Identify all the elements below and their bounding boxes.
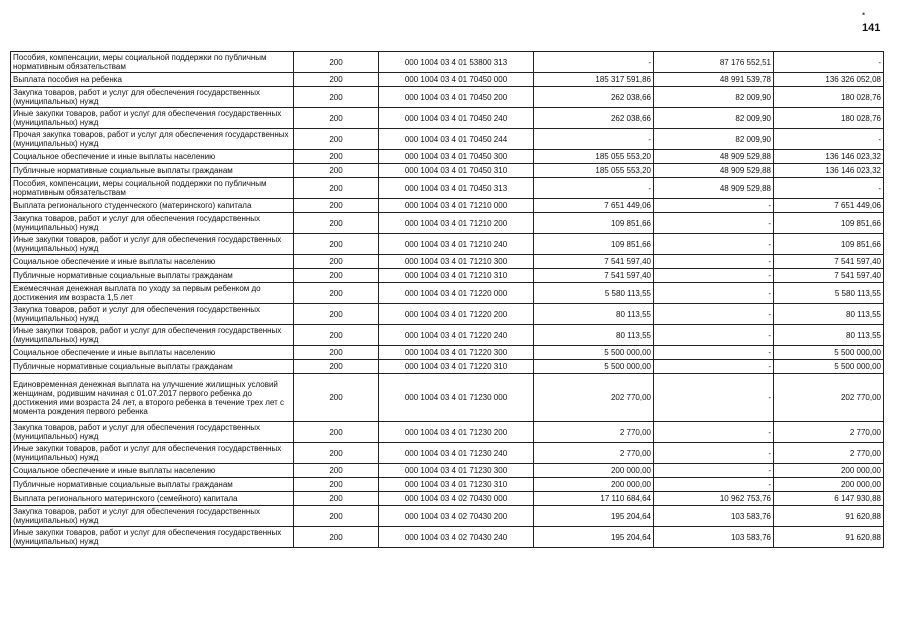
row-unexecuted-amount: 5 500 000,00 bbox=[774, 360, 884, 374]
row-name: Пособия, компенсации, меры социальной поддержки по публичным нормативным обязательствам bbox=[11, 178, 294, 199]
row-executed-amount: - bbox=[654, 464, 774, 478]
row-unexecuted-amount: 136 326 052,08 bbox=[774, 73, 884, 87]
row-kbk: 000 1004 03 4 01 71230 000 bbox=[379, 374, 534, 422]
table-body bbox=[11, 52, 884, 548]
row-name: Единовременная денежная выплата на улучшение жилищных условий женщинам, родившим начиная с 01.07.2017 первого ребенка до достижения ими возраста 24 лет, а второго ребенка в течение трех лет с момента рождения первого ребенка bbox=[11, 374, 294, 422]
row-unexecuted-amount: 5 500 000,00 bbox=[774, 346, 884, 360]
row-name: Выплата регионального студенческого (материнского) капитала bbox=[11, 199, 294, 213]
row-executed-amount: - bbox=[654, 269, 774, 283]
row-approved-amount: - bbox=[534, 52, 654, 73]
row-executed-amount: 48 909 529,88 bbox=[654, 164, 774, 178]
row-code: 200 bbox=[294, 269, 379, 283]
table-row bbox=[11, 360, 884, 374]
row-approved-amount: 262 038,66 bbox=[534, 87, 654, 108]
row-kbk: 000 1004 03 4 01 71210 300 bbox=[379, 255, 534, 269]
row-kbk: 000 1004 03 4 02 70430 000 bbox=[379, 492, 534, 506]
row-executed-amount: 48 909 529,88 bbox=[654, 150, 774, 164]
table-row bbox=[11, 199, 884, 213]
table-row bbox=[11, 213, 884, 234]
row-approved-amount: 17 110 684,64 bbox=[534, 492, 654, 506]
row-executed-amount: 103 583,76 bbox=[654, 527, 774, 548]
row-unexecuted-amount: 7 541 597,40 bbox=[774, 269, 884, 283]
row-approved-amount: 7 651 449,06 bbox=[534, 199, 654, 213]
row-name: Иные закупки товаров, работ и услуг для обеспечения государственных (муниципальных) нужд bbox=[11, 527, 294, 548]
row-code: 200 bbox=[294, 164, 379, 178]
row-approved-amount: - bbox=[534, 129, 654, 150]
row-kbk: 000 1004 03 4 01 71220 240 bbox=[379, 325, 534, 346]
row-name: Социальное обеспечение и иные выплаты населению bbox=[11, 464, 294, 478]
row-name: Иные закупки товаров, работ и услуг для обеспечения государственных (муниципальных) нужд bbox=[11, 443, 294, 464]
row-approved-amount: - bbox=[534, 178, 654, 199]
row-kbk: 000 1004 03 4 01 70450 313 bbox=[379, 178, 534, 199]
row-executed-amount: - bbox=[654, 213, 774, 234]
row-unexecuted-amount: 2 770,00 bbox=[774, 443, 884, 464]
row-unexecuted-amount: 136 146 023,32 bbox=[774, 164, 884, 178]
row-unexecuted-amount: 7 541 597,40 bbox=[774, 255, 884, 269]
row-executed-amount: 48 909 529,88 bbox=[654, 178, 774, 199]
table-row bbox=[11, 234, 884, 255]
row-code: 200 bbox=[294, 73, 379, 87]
row-approved-amount: 5 580 113,55 bbox=[534, 283, 654, 304]
row-unexecuted-amount: 91 620,88 bbox=[774, 527, 884, 548]
row-executed-amount: - bbox=[654, 283, 774, 304]
row-code: 200 bbox=[294, 464, 379, 478]
row-executed-amount: 48 991 539,78 bbox=[654, 73, 774, 87]
row-executed-amount: - bbox=[654, 304, 774, 325]
budget-execution-table bbox=[10, 51, 884, 548]
row-executed-amount: - bbox=[654, 255, 774, 269]
row-executed-amount: 103 583,76 bbox=[654, 506, 774, 527]
row-unexecuted-amount: 200 000,00 bbox=[774, 464, 884, 478]
row-kbk: 000 1004 03 4 01 70450 310 bbox=[379, 164, 534, 178]
table-row bbox=[11, 164, 884, 178]
row-kbk: 000 1004 03 4 01 70450 200 bbox=[379, 87, 534, 108]
row-approved-amount: 80 113,55 bbox=[534, 325, 654, 346]
row-unexecuted-amount: 136 146 023,32 bbox=[774, 150, 884, 164]
row-name: Иные закупки товаров, работ и услуг для обеспечения государственных (муниципальных) нужд bbox=[11, 325, 294, 346]
table-row bbox=[11, 73, 884, 87]
row-unexecuted-amount: 80 113,55 bbox=[774, 304, 884, 325]
row-name: Выплата регионального материнского (семейного) капитала bbox=[11, 492, 294, 506]
row-executed-amount: - bbox=[654, 234, 774, 255]
row-kbk: 000 1004 03 4 01 71220 300 bbox=[379, 346, 534, 360]
row-approved-amount: 5 500 000,00 bbox=[534, 360, 654, 374]
row-kbk: 000 1004 03 4 02 70430 240 bbox=[379, 527, 534, 548]
row-approved-amount: 200 000,00 bbox=[534, 464, 654, 478]
row-kbk: 000 1004 03 4 01 71220 200 bbox=[379, 304, 534, 325]
row-code: 200 bbox=[294, 478, 379, 492]
row-kbk: 000 1004 03 4 01 71230 200 bbox=[379, 422, 534, 443]
row-code: 200 bbox=[294, 360, 379, 374]
row-unexecuted-amount: 180 028,76 bbox=[774, 87, 884, 108]
row-executed-amount: 82 009,90 bbox=[654, 129, 774, 150]
table-row bbox=[11, 527, 884, 548]
row-code: 200 bbox=[294, 506, 379, 527]
row-code: 200 bbox=[294, 108, 379, 129]
row-kbk: 000 1004 03 4 01 71220 310 bbox=[379, 360, 534, 374]
row-name: Социальное обеспечение и иные выплаты населению bbox=[11, 346, 294, 360]
row-executed-amount: - bbox=[654, 478, 774, 492]
row-approved-amount: 200 000,00 bbox=[534, 478, 654, 492]
row-name: Закупка товаров, работ и услуг для обеспечения государственных (муниципальных) нужд bbox=[11, 213, 294, 234]
row-executed-amount: 82 009,90 bbox=[654, 87, 774, 108]
table-row bbox=[11, 478, 884, 492]
row-code: 200 bbox=[294, 527, 379, 548]
table-row bbox=[11, 464, 884, 478]
row-executed-amount: - bbox=[654, 346, 774, 360]
row-executed-amount: 82 009,90 bbox=[654, 108, 774, 129]
row-name: Закупка товаров, работ и услуг для обеспечения государственных (муниципальных) нужд bbox=[11, 304, 294, 325]
table-row bbox=[11, 374, 884, 422]
row-unexecuted-amount: 202 770,00 bbox=[774, 374, 884, 422]
row-code: 200 bbox=[294, 150, 379, 164]
row-name: Закупка товаров, работ и услуг для обеспечения государственных (муниципальных) нужд bbox=[11, 422, 294, 443]
row-kbk: 000 1004 03 4 01 70450 300 bbox=[379, 150, 534, 164]
row-approved-amount: 185 055 553,20 bbox=[534, 164, 654, 178]
row-kbk: 000 1004 03 4 01 71210 200 bbox=[379, 213, 534, 234]
row-kbk: 000 1004 03 4 02 70430 200 bbox=[379, 506, 534, 527]
row-executed-amount: - bbox=[654, 374, 774, 422]
row-unexecuted-amount: 80 113,55 bbox=[774, 325, 884, 346]
scan-speck: • bbox=[862, 9, 866, 19]
row-executed-amount: 87 176 552,51 bbox=[654, 52, 774, 73]
row-unexecuted-amount: 2 770,00 bbox=[774, 422, 884, 443]
row-approved-amount: 195 204,64 bbox=[534, 506, 654, 527]
row-name: Публичные нормативные социальные выплаты гражданам bbox=[11, 360, 294, 374]
row-unexecuted-amount: - bbox=[774, 129, 884, 150]
table-row bbox=[11, 283, 884, 304]
row-kbk: 000 1004 03 4 01 71220 000 bbox=[379, 283, 534, 304]
table-row bbox=[11, 506, 884, 527]
row-name: Иные закупки товаров, работ и услуг для обеспечения государственных (муниципальных) нужд bbox=[11, 108, 294, 129]
row-unexecuted-amount: - bbox=[774, 178, 884, 199]
row-unexecuted-amount: - bbox=[774, 52, 884, 73]
row-name: Публичные нормативные социальные выплаты гражданам bbox=[11, 478, 294, 492]
row-unexecuted-amount: 109 851,66 bbox=[774, 234, 884, 255]
row-code: 200 bbox=[294, 422, 379, 443]
table-row bbox=[11, 129, 884, 150]
row-kbk: 000 1004 03 4 01 71210 240 bbox=[379, 234, 534, 255]
row-code: 200 bbox=[294, 213, 379, 234]
row-approved-amount: 7 541 597,40 bbox=[534, 269, 654, 283]
row-code: 200 bbox=[294, 199, 379, 213]
row-code: 200 bbox=[294, 129, 379, 150]
row-approved-amount: 80 113,55 bbox=[534, 304, 654, 325]
row-name: Прочая закупка товаров, работ и услуг для обеспечения государственных (муниципальных) нужд bbox=[11, 129, 294, 150]
row-kbk: 000 1004 03 4 01 70450 244 bbox=[379, 129, 534, 150]
row-code: 200 bbox=[294, 178, 379, 199]
row-approved-amount: 109 851,66 bbox=[534, 234, 654, 255]
table-row bbox=[11, 422, 884, 443]
table-row bbox=[11, 443, 884, 464]
row-approved-amount: 262 038,66 bbox=[534, 108, 654, 129]
table-row bbox=[11, 304, 884, 325]
row-unexecuted-amount: 6 147 930,88 bbox=[774, 492, 884, 506]
table-row bbox=[11, 108, 884, 129]
table-row bbox=[11, 492, 884, 506]
row-approved-amount: 202 770,00 bbox=[534, 374, 654, 422]
row-approved-amount: 2 770,00 bbox=[534, 422, 654, 443]
row-code: 200 bbox=[294, 304, 379, 325]
row-kbk: 000 1004 03 4 01 71230 300 bbox=[379, 464, 534, 478]
row-name: Выплата пособия на ребенка bbox=[11, 73, 294, 87]
row-approved-amount: 7 541 597,40 bbox=[534, 255, 654, 269]
row-code: 200 bbox=[294, 374, 379, 422]
table-row bbox=[11, 269, 884, 283]
row-code: 200 bbox=[294, 325, 379, 346]
row-code: 200 bbox=[294, 52, 379, 73]
row-approved-amount: 2 770,00 bbox=[534, 443, 654, 464]
row-unexecuted-amount: 7 651 449,06 bbox=[774, 199, 884, 213]
table-row bbox=[11, 255, 884, 269]
row-name: Ежемесячная денежная выплата по уходу за первым ребенком до достижения им возраста 1,5 лет bbox=[11, 283, 294, 304]
row-approved-amount: 185 317 591,86 bbox=[534, 73, 654, 87]
row-kbk: 000 1004 03 4 01 71230 240 bbox=[379, 443, 534, 464]
row-name: Закупка товаров, работ и услуг для обеспечения государственных (муниципальных) нужд bbox=[11, 506, 294, 527]
row-executed-amount: - bbox=[654, 199, 774, 213]
table-row bbox=[11, 178, 884, 199]
row-code: 200 bbox=[294, 443, 379, 464]
row-code: 200 bbox=[294, 234, 379, 255]
row-approved-amount: 195 204,64 bbox=[534, 527, 654, 548]
table-row bbox=[11, 52, 884, 73]
row-kbk: 000 1004 03 4 01 70450 240 bbox=[379, 108, 534, 129]
row-code: 200 bbox=[294, 346, 379, 360]
row-kbk: 000 1004 03 4 01 70450 000 bbox=[379, 73, 534, 87]
row-kbk: 000 1004 03 4 01 71210 000 bbox=[379, 199, 534, 213]
row-code: 200 bbox=[294, 492, 379, 506]
row-name: Социальное обеспечение и иные выплаты населению bbox=[11, 255, 294, 269]
row-executed-amount: - bbox=[654, 360, 774, 374]
row-executed-amount: 10 962 753,76 bbox=[654, 492, 774, 506]
row-name: Закупка товаров, работ и услуг для обеспечения государственных (муниципальных) нужд bbox=[11, 87, 294, 108]
row-kbk: 000 1004 03 4 01 71210 310 bbox=[379, 269, 534, 283]
row-unexecuted-amount: 180 028,76 bbox=[774, 108, 884, 129]
row-executed-amount: - bbox=[654, 443, 774, 464]
row-unexecuted-amount: 200 000,00 bbox=[774, 478, 884, 492]
row-name: Социальное обеспечение и иные выплаты населению bbox=[11, 150, 294, 164]
row-code: 200 bbox=[294, 255, 379, 269]
row-approved-amount: 185 055 553,20 bbox=[534, 150, 654, 164]
row-unexecuted-amount: 109 851,66 bbox=[774, 213, 884, 234]
row-unexecuted-amount: 91 620,88 bbox=[774, 506, 884, 527]
row-name: Публичные нормативные социальные выплаты гражданам bbox=[11, 269, 294, 283]
row-name: Иные закупки товаров, работ и услуг для обеспечения государственных (муниципальных) нужд bbox=[11, 234, 294, 255]
row-kbk: 000 1004 03 4 01 53800 313 bbox=[379, 52, 534, 73]
row-code: 200 bbox=[294, 87, 379, 108]
row-code: 200 bbox=[294, 283, 379, 304]
table-row bbox=[11, 346, 884, 360]
row-name: Пособия, компенсации, меры социальной поддержки по публичным нормативным обязательствам bbox=[11, 52, 294, 73]
row-approved-amount: 109 851,66 bbox=[534, 213, 654, 234]
row-name: Публичные нормативные социальные выплаты гражданам bbox=[11, 164, 294, 178]
row-unexecuted-amount: 5 580 113,55 bbox=[774, 283, 884, 304]
table-row bbox=[11, 325, 884, 346]
row-kbk: 000 1004 03 4 01 71230 310 bbox=[379, 478, 534, 492]
row-executed-amount: - bbox=[654, 422, 774, 443]
page-number: 141 bbox=[862, 22, 881, 34]
row-executed-amount: - bbox=[654, 325, 774, 346]
table-row bbox=[11, 150, 884, 164]
row-approved-amount: 5 500 000,00 bbox=[534, 346, 654, 360]
table-row bbox=[11, 87, 884, 108]
